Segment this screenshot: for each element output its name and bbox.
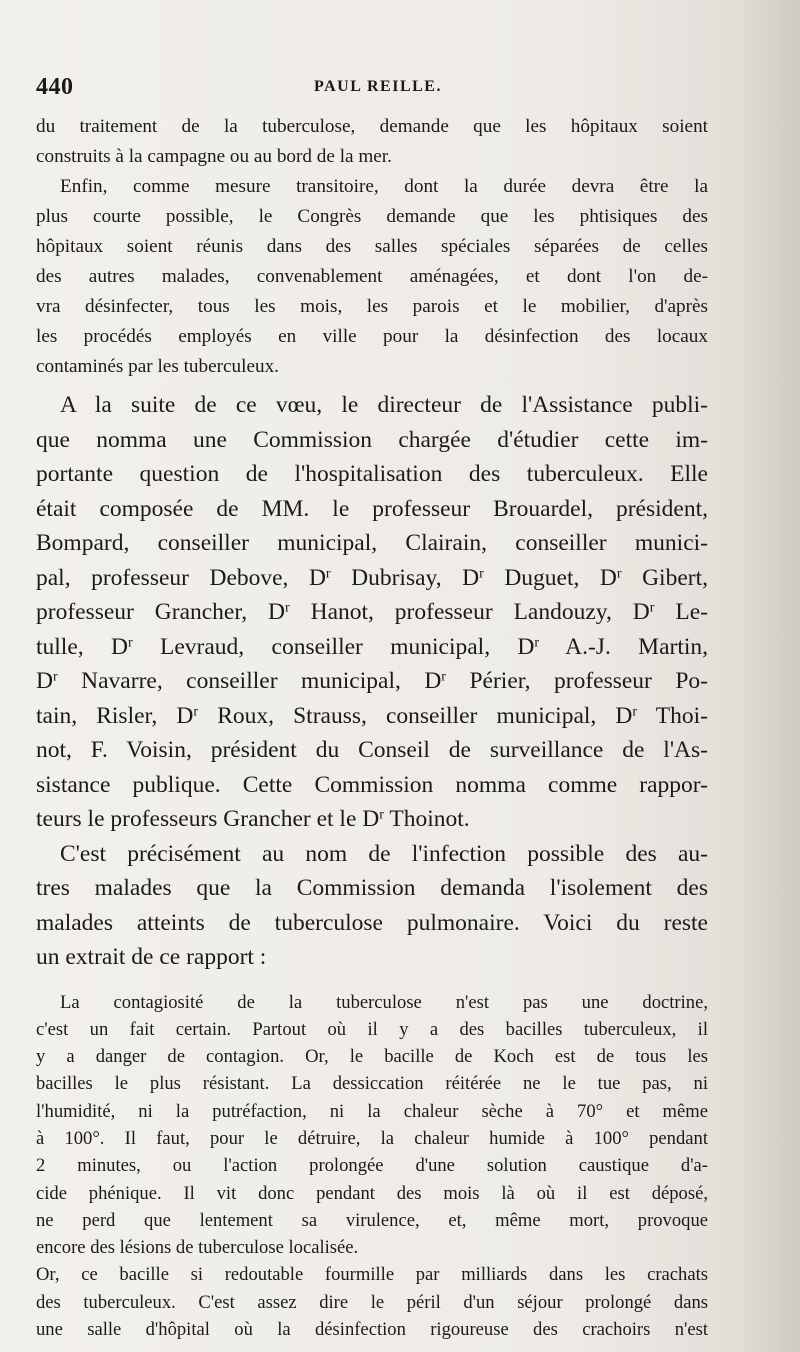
text-line: sistance publique. Cette Commission nomma comme rappor-	[36, 771, 708, 798]
text-line: A la suite de ce vœu, le directeur de l'Assistance publi-	[60, 392, 708, 418]
text-line: C'est précisément au nom de l'infection possible des au-	[60, 840, 708, 867]
text-line: des autres malades, convenablement aménagées, et dont l'on de-	[36, 266, 708, 287]
text-line: malades atteints de tuberculose pulmonaire. Voici du reste	[36, 909, 708, 936]
quoted-paragraph-1	[36, 989, 708, 1262]
text-line: était composée de MM. le professeur Brouardel, président,	[36, 495, 708, 522]
text-line: hôpitaux soient réunis dans des salles spéciales séparées de celles	[36, 236, 708, 257]
text-line: contaminés par les tuberculeux.	[36, 356, 279, 377]
running-head: PAUL REILLE.	[314, 78, 442, 95]
text-line: $D^r$ Navarre, conseiller municipal, $D^r$ Périer, professeur Po-	[36, 668, 708, 694]
text-line: teurs le professeurs Grancher et le $D^r$ Thoinot.	[36, 806, 470, 832]
text-line: pal, professeur Debove, $D^r$ Dubrisay, $D^r$ Duguet, $D^r$ Gibert,	[36, 564, 708, 591]
text-line: La contagiosité de la tuberculose n'est pas une doctrine,	[60, 991, 708, 1013]
page-number: 440	[36, 74, 74, 100]
text-line: c'est un fait certain. Partout où il y a des bacilles tuberculeux, il	[36, 1018, 708, 1040]
text-line: un extrait de ce rapport :	[36, 944, 267, 970]
text-line: bacilles le plus résistant. La dessiccation réitérée ne le tue pas, ni	[36, 1073, 708, 1095]
quoted-paragraph-2	[36, 1261, 708, 1343]
text-line: les procédés employés en ville pour la désinfection des locaux	[36, 326, 708, 347]
text-line: encore des lésions de tuberculose localisée.	[36, 1237, 359, 1259]
text-line: plus courte possible, le Congrès demande que les phtisiques des	[36, 206, 708, 227]
text-line: l'humidité, ni la putréfaction, ni la chaleur sèche à 70° et même	[36, 1100, 708, 1122]
text-line: professeur Grancher, $D^r$ Hanot, professeur Landouzy, $D^r$ Le-	[36, 599, 708, 625]
paragraph-3	[36, 388, 708, 837]
text-line: tain, Risler, $D^r$ Roux, Strauss, conseiller municipal, $D^r$ Thoi-	[36, 702, 708, 729]
text-line: tulle, $D^r$ Levraud, conseiller municipal, $D^r$ A.-J. Martin,	[36, 633, 709, 660]
text-line: tres malades que la Commission demanda l'isolement des	[36, 875, 708, 901]
text-line: Enfin, comme mesure transitoire, dont la durée devra être la	[60, 176, 708, 197]
text-line: y a danger de contagion. Or, le bacille de Koch est de tous les	[36, 1046, 708, 1068]
paragraph-4	[36, 837, 708, 975]
paragraph-2	[36, 172, 708, 382]
text-line: Bompard, conseiller municipal, Clairain, conseiller munici-	[36, 530, 708, 556]
paragraph-1	[36, 112, 708, 172]
text-line: du traitement de la tuberculose, demande que les hôpitaux soient	[36, 116, 708, 137]
text-line: cide phénique. Il vit donc pendant des mois là où il est déposé,	[36, 1182, 708, 1204]
text-line: Or, ce bacille si redoutable fourmille par milliards dans les crachats	[36, 1264, 708, 1286]
text-line: vra désinfecter, tous les mois, les parois et le mobilier, d'après	[36, 296, 708, 317]
page-header	[36, 74, 730, 106]
text-line: que nomma une Commission chargée d'étudier cette im-	[36, 426, 708, 453]
text-line: 2 minutes, ou l'action prolongée d'une solution caustique d'a-	[36, 1155, 708, 1177]
text-line: des tuberculeux. C'est assez dire le péril d'un séjour prolongé dans	[36, 1291, 708, 1313]
text-line: portante question de l'hospitalisation des tuberculeux. Elle	[36, 461, 708, 487]
text-line: ne perd que lentement sa virulence, et, même mort, provoque	[36, 1209, 708, 1231]
text-line: not, F. Voisin, président du Conseil de surveillance de l'As-	[36, 737, 708, 763]
text-line: une salle d'hôpital où la désinfection rigoureuse des crachoirs n'est	[36, 1319, 708, 1341]
text-line: à 100°. Il faut, pour le détruire, la chaleur humide à 100° pendant	[36, 1127, 708, 1149]
text-line: construits à la campagne ou au bord de la mer.	[36, 146, 392, 167]
body-text	[36, 112, 708, 1343]
